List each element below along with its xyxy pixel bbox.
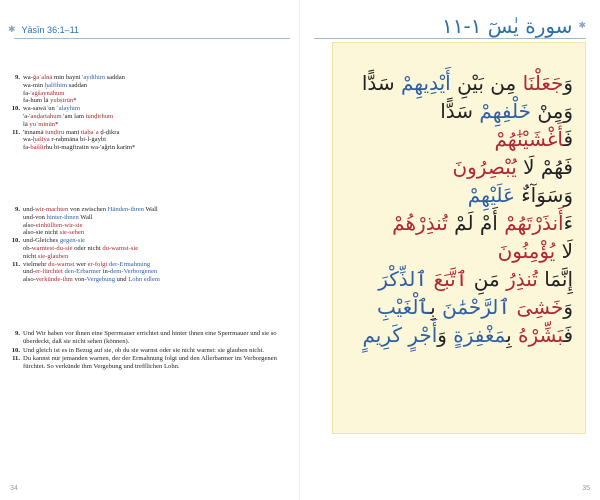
interlinear-line — [8, 229, 288, 237]
arabic-word: تُنذِرْهُمْ — [392, 211, 448, 235]
arabic-word: أَغْشَيْنَٰهُمْ — [494, 127, 564, 151]
word-segment: fa- — [23, 89, 31, 97]
arabic-word: سَدًّا — [440, 99, 480, 123]
interlinear-line — [8, 245, 288, 253]
verse-number — [8, 121, 23, 129]
word-segment: warntest-du-sie — [31, 244, 73, 252]
arabic-word: تُنذِرُ — [506, 267, 538, 291]
word-segment: Händen- — [107, 206, 131, 213]
word-segment: und- — [23, 268, 36, 276]
word-segment: und- — [23, 206, 36, 213]
page-number-right: 35 — [582, 485, 590, 492]
translation-text: Und Wir haben vor ihnen eine Sperrmauer errichtet und hinter ihnen eine Sperrmauer und sie so überdeckt, daß sie nicht sehen (können). — [23, 330, 277, 345]
word-segment: einhüllten-wir-sie — [35, 221, 83, 229]
arabic-line — [494, 127, 573, 151]
arabic-line — [362, 71, 573, 95]
verse-number — [8, 268, 23, 276]
transliteration-block — [8, 74, 288, 152]
verse-number — [8, 136, 23, 144]
word-segment: hinter- — [46, 213, 65, 221]
word-segment: oder nicht — [72, 244, 103, 252]
word-segment: wa- — [23, 136, 33, 144]
word-segment: tunḏiru — [45, 128, 65, 136]
arabic-line — [392, 211, 573, 235]
arabic-word: مِن بَيْنِ — [450, 71, 523, 95]
arabic-word: إِنَّمَا — [537, 267, 573, 291]
arabic-word: وَ — [563, 71, 573, 95]
word-segment: yubṣirūn — [50, 97, 74, 105]
word-segment: 'aydīhim — [82, 74, 105, 81]
verse-number: 10. — [11, 346, 20, 354]
arabic-line — [378, 267, 573, 291]
verse-number — [8, 214, 23, 222]
word-segment: lā — [23, 120, 30, 128]
interlinear-line — [8, 237, 288, 245]
arabic-word: بِ — [506, 323, 519, 347]
verse-number — [8, 245, 23, 253]
arabic-word: أَنذَرْتَهُمْ — [504, 211, 564, 235]
line-text — [23, 214, 288, 222]
word-segment: ihnen — [64, 213, 79, 221]
line-text — [23, 97, 288, 105]
word-segment: ǧaʿalnā — [32, 74, 53, 81]
arabic-line — [377, 295, 573, 319]
word-segment: Wall — [143, 206, 158, 213]
word-segment: dem-Verborgenen — [110, 268, 158, 276]
arabic-word: فَهُمْ لَا — [516, 155, 573, 179]
translation-verse — [8, 330, 288, 346]
word-segment: von- — [72, 276, 87, 284]
word-segment: Wall — [78, 213, 93, 221]
word-segment: gegen-sie — [59, 237, 86, 245]
left-header-rule — [14, 38, 290, 39]
transliteration-line — [8, 136, 288, 144]
interlinear-line — [8, 206, 288, 214]
word-segment: ḫalfihim — [44, 81, 68, 89]
word-segment: * — [132, 144, 136, 152]
word-segment: sie-glauben — [37, 252, 69, 260]
star-icon: ✱ — [578, 21, 586, 31]
word-segment: wer — [74, 260, 88, 268]
word-segment: 'a-' — [23, 112, 31, 120]
word-segment: du-warnst — [48, 260, 75, 268]
line-text — [23, 105, 288, 113]
page-number-left: 34 — [10, 485, 18, 492]
right-page — [300, 0, 600, 500]
word-segment: r-raḥmāna bi-l-ġaybi — [49, 136, 107, 144]
transliteration-line — [8, 113, 288, 121]
word-segment: yuʾminūn — [29, 120, 56, 128]
word-segment: er-folgt — [87, 260, 108, 268]
line-text — [23, 82, 288, 90]
line-text — [23, 222, 288, 230]
transliteration-line — [8, 82, 288, 90]
word-segment: der-Ermahnung — [107, 260, 151, 268]
verse-number: 11. — [12, 128, 20, 136]
arabic-word: أَيْدِيهِمْ — [401, 71, 451, 95]
word-segment: ihren — [130, 206, 144, 213]
transliteration-line — [8, 90, 288, 98]
arabic-word: مَغْفِرَةٍ — [453, 323, 507, 347]
verse-number: 10. — [11, 237, 20, 245]
word-segment: saddan — [67, 81, 88, 89]
word-segment: sie-sehen — [59, 229, 85, 237]
word-segment: wir-machten — [35, 206, 69, 213]
arabic-word: وَ — [437, 323, 454, 347]
left-header-title: Yāsīn 36:1–11 — [21, 24, 79, 35]
line-text — [23, 144, 288, 152]
word-segment: ḫašiya — [32, 136, 50, 144]
verse-number: 9. — [15, 330, 20, 337]
word-segment: von zwischen — [68, 206, 108, 213]
word-segment: und-von — [23, 213, 47, 221]
word-segment: vielmehr — [23, 260, 49, 268]
word-segment: nicht — [23, 252, 38, 260]
line-text — [23, 121, 288, 129]
verse-number — [8, 144, 23, 152]
transliteration-line — [8, 129, 288, 137]
interlinear-line — [8, 253, 288, 261]
word-segment: wa-min — [23, 81, 45, 89]
arabic-word: ٱتَّبَعَ — [433, 267, 468, 291]
word-segment: Vergebung — [86, 276, 116, 284]
arabic-word: سَدًّا — [361, 71, 401, 95]
interlinear-line — [8, 222, 288, 230]
line-text — [23, 253, 288, 261]
word-segment: ttabaʿa — [80, 128, 99, 136]
word-segment: und — [115, 276, 129, 284]
line-text — [23, 229, 288, 237]
arabic-word: يُؤْمِنُونَ — [497, 239, 556, 263]
word-segment: saddan — [104, 74, 125, 81]
transliteration-line — [8, 121, 288, 129]
line-text — [23, 268, 288, 276]
word-segment: ob- — [23, 244, 32, 252]
word-segment: Lohn edlem — [128, 276, 160, 284]
arabic-line — [440, 99, 573, 123]
left-header — [8, 24, 79, 35]
verse-number — [8, 229, 23, 237]
verse-number: 9. — [15, 74, 20, 81]
interlinear-line — [8, 276, 288, 284]
word-segment: fa-hum lā — [23, 97, 51, 105]
arabic-word: ٱلذِّكْرَ — [378, 267, 434, 291]
word-segment: in- — [101, 268, 111, 276]
line-text — [23, 245, 288, 253]
verse-number: 11. — [12, 260, 20, 268]
arabic-word: يُبْصِرُونَ — [452, 155, 517, 179]
right-header-rule — [314, 38, 586, 39]
interlinear-line — [8, 214, 288, 222]
arabic-word: ٱلْغَيْبِ — [377, 295, 431, 319]
line-text — [23, 261, 288, 269]
arabic-line — [363, 323, 574, 347]
arabic-word: لَا — [555, 239, 573, 263]
arabic-line — [498, 239, 573, 263]
word-segment: fa- — [23, 144, 31, 152]
verse-number — [8, 222, 23, 230]
word-segment: 'aġšaynāhum — [30, 89, 65, 97]
arabic-word: خَشِىَ — [516, 295, 564, 319]
translation-verse — [8, 347, 288, 355]
arabic-word: فَ — [563, 323, 573, 347]
arabic-line — [452, 155, 573, 179]
interlinear-block — [8, 206, 288, 284]
word-segment: also- — [23, 276, 36, 284]
transliteration-line — [8, 74, 288, 82]
arabic-word: أَمْ لَمْ — [447, 211, 505, 235]
transliteration-line — [8, 144, 288, 152]
arabic-line — [468, 183, 573, 207]
arabic-text-panel — [332, 42, 586, 434]
verse-number — [8, 82, 23, 90]
word-segment: 'innamā — [23, 128, 46, 136]
arabic-word: أَجْرٍ كَرِيمٍ — [362, 323, 438, 347]
word-segment: wa- — [23, 74, 33, 81]
word-segment: baššir — [30, 144, 46, 152]
word-segment: min bayni — [52, 74, 83, 81]
verse-number: 10. — [11, 105, 20, 113]
word-segment: den-Erbarmer — [62, 268, 102, 276]
line-text — [23, 90, 288, 98]
word-segment: und-Gleiches — [23, 237, 60, 245]
word-segment: hu bi-maġfiratin wa-'aǧrin karīm — [45, 144, 133, 152]
arabic-word: وَمِنْ — [531, 99, 573, 123]
right-header — [442, 14, 586, 38]
word-segment: ḏ-ḏikra — [98, 128, 120, 136]
translation-block — [8, 330, 288, 372]
star-icon: ✱ — [8, 24, 16, 34]
verse-number — [8, 276, 23, 284]
arabic-word: جَعَلْنَا — [522, 71, 564, 95]
arabic-word: عَلَيْهِمْ — [467, 183, 515, 207]
word-segment: * — [55, 120, 59, 128]
arabic-word: ٱلرَّحْمَٰنَ — [442, 295, 517, 319]
word-segment: er-fürchtet — [35, 268, 63, 276]
word-segment: 'am lam — [61, 112, 86, 120]
word-segment: mani — [64, 128, 81, 136]
arabic-word: وَسَوَآءٌ — [514, 183, 573, 207]
line-text — [23, 206, 288, 214]
line-text — [23, 136, 288, 144]
arabic-word: مَنِ — [467, 267, 507, 291]
word-segment: anḏartahum — [30, 112, 62, 120]
arabic-word: بَشِّرْهُ — [518, 323, 564, 347]
line-text — [23, 276, 288, 284]
word-segment: wa-sawāʾun — [23, 105, 57, 113]
word-segment: tunḏirhum — [85, 112, 114, 120]
line-text — [23, 113, 288, 121]
translation-text: Und gleich ist es in Bezug auf sie, ob du sie warnst oder sie nicht warnst: sie glauben nicht. — [23, 346, 264, 354]
verse-number — [8, 90, 23, 98]
verse-number — [8, 113, 23, 121]
verse-number: 11. — [12, 355, 20, 363]
word-segment: ʿalayhim — [56, 105, 80, 113]
arabic-word: خَلْفِهِمْ — [479, 99, 532, 123]
arabic-word: ءَ — [563, 211, 573, 235]
verse-number — [8, 253, 23, 261]
arabic-word: بِ — [430, 295, 443, 319]
transliteration-line — [8, 97, 288, 105]
word-segment: also-sie nicht — [23, 229, 60, 237]
transliteration-line — [8, 105, 288, 113]
arabic-word: وَ — [563, 295, 573, 319]
line-text — [23, 74, 288, 82]
translation-verse — [8, 355, 288, 371]
word-segment: du-warnst-sie — [102, 244, 139, 252]
verse-number: 9. — [15, 206, 20, 213]
interlinear-line — [8, 261, 288, 269]
word-segment: verkünde-ihm — [35, 276, 73, 284]
line-text — [23, 237, 288, 245]
word-segment: * — [73, 97, 77, 105]
right-header-title: سورة يٰسٓ ١-١١ — [441, 14, 573, 38]
interlinear-line — [8, 268, 288, 276]
verse-number — [8, 97, 23, 105]
arabic-word: فَ — [563, 127, 573, 151]
translation-text: Du kannst nur jemanden warnen, der der Ermahnung folgt und den Allerbarmer im Verborgenen fürchtet. So verkünde ihm Vergebung und trefflichen Lohn. — [23, 355, 277, 371]
line-text — [23, 129, 288, 137]
word-segment: also- — [23, 221, 36, 229]
